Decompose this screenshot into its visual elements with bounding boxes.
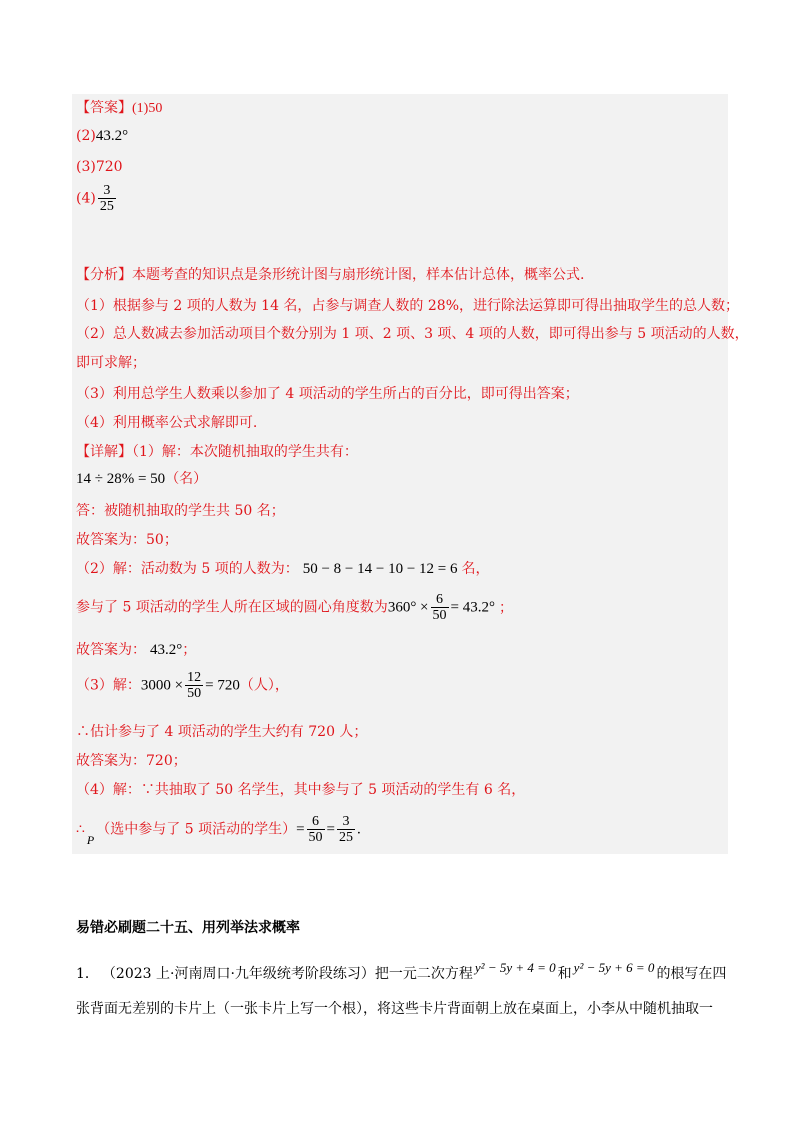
detail-s2-angle-end: ； (499, 599, 513, 616)
detail-s1-answer: 答：被随机抽取的学生共 50 名； (76, 503, 285, 519)
analysis-p1: （1）根据参与 2 项的人数为 14 名，占参与调查人数的 28%，进行除法运算即可得出抽取学生的总人数； (76, 298, 739, 314)
detail-s1-unit: （名） (165, 471, 208, 487)
answer-4-prefix: (4) (76, 190, 96, 207)
detail-s4-end: . (357, 821, 361, 838)
section-title: 易错必刷题二十五、用列举法求概率 (76, 920, 300, 936)
question-source: （2023 上·河南周口·九年级统考阶段练习）把一元二次方程 (108, 966, 473, 982)
detail-s2-final (76, 641, 196, 659)
question-eq1: y² − 5y + 4 = 0 (474, 960, 556, 975)
detail-s4-therefore: ∴ (76, 821, 85, 838)
detail-s4-head: （4）解：∵共抽取了 50 名学生，其中参与了 5 项活动的学生有 6 名， (76, 782, 526, 798)
detail-s4-num1: 6 (307, 814, 325, 830)
detail-s2-angle-den: 50 (432, 608, 447, 623)
detail-s3-estimate: ∴估计参与了 4 项活动的学生大约有 720 人； (76, 724, 368, 740)
answer-2-value: 43.2° (95, 128, 129, 144)
detail-s4-p: P (86, 832, 95, 847)
answer-line-3 (76, 158, 123, 176)
question-and: 和 (557, 966, 572, 982)
question-number: 1． (76, 966, 99, 982)
answer-line-2 (76, 127, 128, 145)
analysis-p4: （4）利用概率公式求解即可. (76, 415, 258, 431)
detail-s2-head: （2）解：活动数为 5 项的人数为： (76, 561, 299, 577)
answer-label: 【答案】 (76, 100, 132, 116)
detail-s4-fraction-1 (307, 814, 325, 845)
detail-s3-pre: 3000 × (140, 677, 184, 694)
question-line-2: 张背面无差别的卡片上（一张卡片上写一个根），将这些卡片背面朝上放在桌面上，小李从中随机抽取一 (76, 1001, 713, 1017)
answer-3: (3)720 (76, 159, 123, 175)
detail-s2-angle-post: = 43.2° (450, 599, 495, 616)
detail-head (76, 443, 358, 461)
detail-s4-line (76, 814, 361, 849)
detail-s1-final: 故答案为：50； (76, 532, 178, 548)
analysis-p2b: 即可求解； (76, 355, 146, 371)
detail-s1-head: （1）解：本次随机抽取的学生共有： (132, 444, 358, 460)
detail-s1-expr-line (76, 470, 207, 488)
detail-label: 【详解】 (76, 444, 132, 460)
detail-s2-angle-line (76, 592, 513, 623)
question-line-1 (76, 960, 726, 983)
analysis-intro-text: 本题考查的知识点是条形统计图与扇形统计图，样本估计总体，概率公式. (132, 267, 585, 283)
detail-s2-angle-fraction (431, 592, 449, 623)
detail-s3-num: 12 (187, 670, 202, 685)
detail-s4-eq1: = (296, 821, 305, 838)
answer-2-prefix: (2) (76, 128, 96, 144)
detail-s4-event: （选中参与了 5 项活动的学生） (96, 821, 297, 838)
detail-s3-unit: （人）， (239, 677, 289, 694)
detail-s4-fraction-2 (337, 814, 355, 845)
detail-s3-final: 故答案为：720； (76, 753, 187, 769)
question-eq2: y² − 5y + 6 = 0 (573, 960, 655, 975)
question-tail: 的根写在四 (656, 966, 727, 982)
detail-s1-expr: 14 ÷ 28% = 50 (76, 471, 166, 487)
answer-1: (1)50 (132, 101, 163, 116)
answer-line-4 (76, 183, 118, 214)
detail-s3-fraction (185, 670, 203, 701)
answer-4-num: 3 (98, 183, 116, 199)
detail-s2-angle-pre: 360° × (387, 599, 429, 616)
analysis-label: 【分析】 (76, 267, 132, 283)
analysis-p3: （3）利用总学生人数乘以参加了 4 项活动的学生所占的百分比，即可得出答案； (76, 386, 579, 402)
detail-s2-expr: 50 − 8 − 14 − 10 − 12 = 6 (302, 561, 458, 577)
detail-s2-angle-num: 6 (431, 592, 449, 608)
detail-s2-final-end: ； (182, 642, 197, 658)
detail-s3-head: （3）解： (76, 677, 141, 694)
detail-s2-final-value: 43.2° (150, 642, 183, 658)
analysis-intro (76, 266, 584, 284)
detail-s2-unit: 名， (461, 561, 490, 577)
detail-s2-line (76, 560, 490, 578)
detail-s2-final-label: 故答案为： (76, 642, 146, 658)
detail-s4-eq2: = (326, 821, 336, 838)
detail-s3-line (76, 670, 289, 701)
answer-4-den: 25 (99, 199, 114, 214)
answer-line-1 (76, 99, 162, 118)
detail-s4-num2: 3 (337, 814, 355, 830)
analysis-p2a: （2）总人数减去参加活动项目个数分别为 1 项、2 项、3 项、4 项的人数，即可得出参与 5 项活动的人数， (76, 326, 749, 342)
detail-s3-den: 50 (187, 686, 202, 701)
detail-s2-angle-text: 参与了 5 项活动的学生人所在区域的圆心角度数为 (76, 599, 388, 616)
detail-s4-den2: 25 (339, 830, 354, 845)
answer-4-fraction (98, 183, 116, 214)
detail-s3-post: = 720 (205, 677, 240, 694)
detail-s4-den1: 50 (308, 830, 323, 845)
